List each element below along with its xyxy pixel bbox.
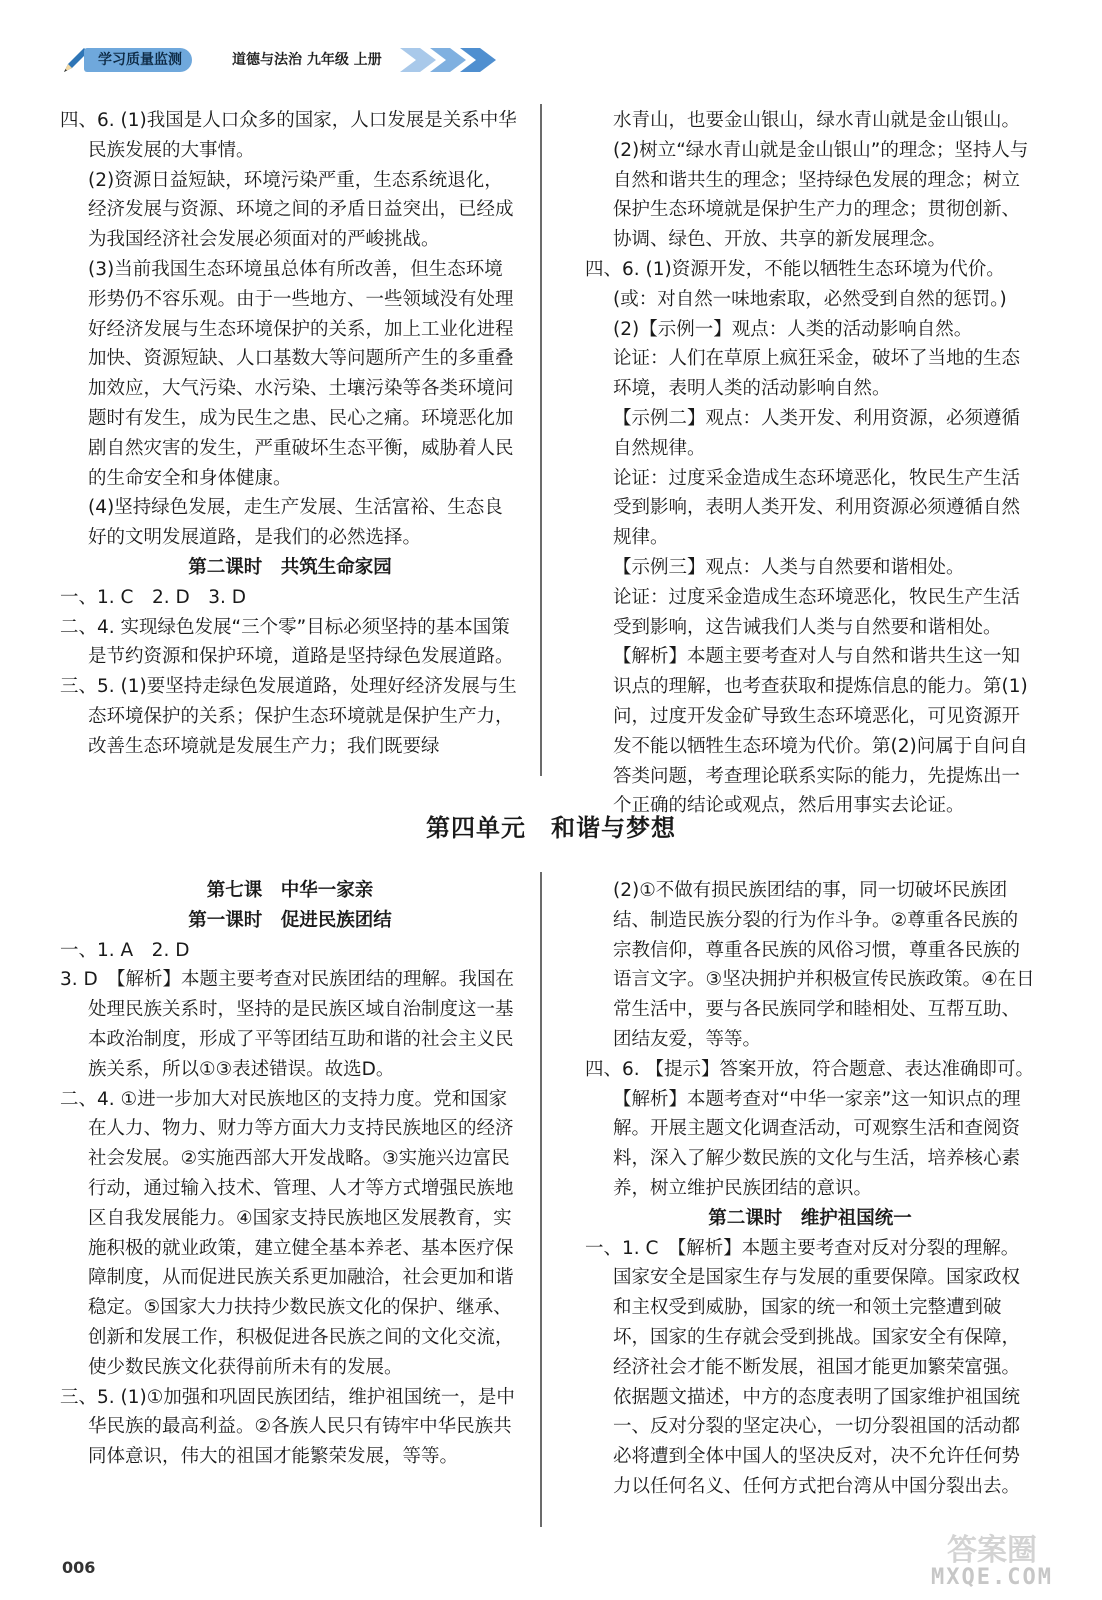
answer-paragraph: 【示例二】观点：人类开发、利用资源，必须遵循自然规律。 xyxy=(613,407,1021,459)
answer-paragraph: (2)【示例一】观点：人类的活动影响自然。 xyxy=(613,318,973,340)
answer-paragraph: 二、4. 实现绿色发展“三个零”目标必须坚持的基本国策是节约资源和保护环境，道路是坚持绿色发展道路。 xyxy=(60,616,514,668)
answer-paragraph: 二、4. ①进一步加大对民族地区的支持力度。党和国家在人力、物力、财力等方面大力支持民族地区的经济社会发展。②实施西部大开发战略。③实施兴边富民行动，通过输入技术、管理、人才等方式增强民族地区自我发展能力。④国家支持民族地区发展教育，实施积极的就业政策，建立健全基本养老、基本医疗保障制度，从而促进民族关系更加融洽，社会更加和谐稳定。⑤国家大力扶持少数民族文化的保护、继承、创新和发展工作，积极促进各民族之间的文化交流，使少数民族文化获得前所未有的发展。 xyxy=(60,1088,514,1378)
answer-paragraph: 【示例三】观点：人类与自然要和谐相处。 xyxy=(613,556,965,578)
answer-paragraph: 【解析】本题主要考查对人与自然和谐共生这一知识点的理解，也考查获取和提炼信息的能力。第(1)问，过度开发金矿导致生态环境恶化，可见资源开发不能以牺牲生态环境为代价。第(2)问属于自问自答类问题，考查理论联系实际的能力，先提炼出一个正确的结论或观点，然后用事实去论证。 xyxy=(613,646,1028,817)
series-label: 学习质量监测 xyxy=(84,48,192,72)
watermark-logo xyxy=(892,1525,1092,1595)
section-heading: 第七课 中华一家亲 xyxy=(206,880,374,901)
section-heading: 第一课时 促进民族团结 xyxy=(188,909,392,931)
answer-paragraph: (3)当前我国生态环境虽总体有所改善，但生态环境形势仍不容乐观。由于一些地方、一些领域没有处理好经济发展与生态环境保护的关系，加上工业化进程加快、资源短缺、人口基数大等问题所产生的多重叠加效应，大气污染、水污染、土壤污染等各类环境问题时有发生，成为民生之患、民心之痛。环境恶化加剧自然灾害的发生，严重破坏生态平衡，威胁着人民的生命安全和身体健康。 xyxy=(88,258,514,489)
column-divider xyxy=(540,872,542,1527)
page-number: 006 xyxy=(62,1558,96,1577)
answer-paragraph: 【解析】本题考查对“中华一家亲”这一知识点的理解。开展主题文化调查活动，可观察生活和查阅资料，深入了解少数民族的文化与生活，培养核心素养，树立维护民族团结的意识。 xyxy=(613,1088,1021,1199)
watermark-url: MXQE.COM xyxy=(931,1565,1053,1590)
chevron-right-icon xyxy=(400,44,550,76)
answer-column-left-top xyxy=(60,106,520,762)
answer-column-left-bottom xyxy=(60,876,520,1472)
answer-paragraph: (2)①不做有损民族团结的事，同一切破坏民族团结、制造民族分裂的行为作斗争。②尊重各民族的宗教信仰，尊重各民族的风俗习惯，尊重各民族的语言文字。③坚决拥护并积极宣传民族政策。④在日常生活中，要与各民族同学和睦相处、互帮互助、团结友爱，等等。 xyxy=(613,880,1035,1050)
answer-paragraph: 四、6. (1)我国是人口众多的国家，人口发展是关系中华民族发展的大事情。 xyxy=(60,110,517,161)
unit-title: 第四单元 和谐与梦想 xyxy=(426,814,676,842)
answer-column-right-top xyxy=(585,106,1035,821)
answer-paragraph: 3. D 【解析】本题主要考查对民族团结的理解。我国在处理民族关系时，坚持的是民族区域自治制度这一基本政治制度，形成了平等团结互助和谐的社会主义民族关系，所以①③表述错误。故选D。 xyxy=(60,969,515,1080)
column-divider xyxy=(540,104,542,776)
answer-paragraph: 论证：人们在草原上疯狂采金，破坏了当地的生态环境，表明人类的活动影响自然。 xyxy=(613,348,1021,400)
answer-paragraph: 三、5. (1)①加强和巩固民族团结，维护祖国统一，是中华民族的最高利益。②各族人民只有铸牢中华民族共同体意识，伟大的祖国才能繁荣发展，等等。 xyxy=(60,1386,515,1468)
answer-paragraph: 四、6. 【提示】答案开放，符合题意、表达准确即可。 xyxy=(585,1058,1035,1080)
answer-column-right-bottom xyxy=(585,876,1035,1502)
answer-paragraph: 一、1. A 2. D xyxy=(60,939,190,961)
answer-paragraph: 论证：过度采金造成生态环境恶化，牧民生产生活受到影响，表明人类开发、利用资源必须遵循自然规律。 xyxy=(613,467,1021,549)
answer-paragraph: (2)资源日益短缺，环境污染严重，生态系统退化，经济发展与资源、环境之间的矛盾日益突出，已经成为我国经济社会发展必须面对的严峻挑战。 xyxy=(88,169,514,251)
answer-paragraph: 四、6. (1)资源开发，不能以牺牲生态环境为代价。(或：对自然一味地索取，必然受到自然的惩罚。) xyxy=(585,258,1007,310)
page-header xyxy=(60,38,580,78)
answer-paragraph: (4)坚持绿色发展，走生产发展、生活富裕、生态良好的文明发展道路，是我们的必然选择。 xyxy=(88,497,503,549)
answer-paragraph: 论证：过度采金造成生态环境恶化，牧民生产生活受到影响，这告诫我们人类与自然要和谐相处。 xyxy=(613,586,1021,638)
book-title: 道德与法治 九年级 上册 xyxy=(232,52,382,68)
section-heading: 第二课时 共筑生命家园 xyxy=(188,556,392,578)
answer-paragraph: 一、1. C 【解析】本题主要考查对反对分裂的理解。国家安全是国家生存与发展的重要保障。国家政权和主权受到威胁，国家的统一和领土完整遭到破坏，国家的生存就会受到挑战。国家安全有保障，经济社会才能不断发展，祖国才能更加繁荣富强。依据题文描述，中方的态度表明了国家维护祖国统一、反对分裂的坚定决心，一切分裂祖国的活动都必将遭到全体中国人的坚决反对，决不允许任何势力以任何名义、任何方式把台湾从中国分裂出去。 xyxy=(585,1237,1021,1497)
answer-paragraph: 水青山，也要金山银山，绿水青山就是金山银山。 xyxy=(613,110,1021,131)
watermark-title: 答案圈 xyxy=(947,1533,1037,1568)
answer-paragraph: 一、1. C 2. D 3. D xyxy=(60,586,247,608)
answer-paragraph: 三、5. (1)要坚持走绿色发展道路，处理好经济发展与生态环境保护的关系；保护生态环境就是保护生产力，改善生态环境就是发展生产力；我们既要绿 xyxy=(60,676,517,757)
section-heading: 第二课时 维护祖国统一 xyxy=(708,1207,912,1229)
answer-paragraph: (2)树立“绿水青山就是金山银山”的理念；坚持人与自然和谐共生的理念；坚持绿色发展的理念；树立保护生态环境就是保护生产力的理念；贯彻创新、协调、绿色、开放、共享的新发展理念。 xyxy=(613,139,1029,251)
